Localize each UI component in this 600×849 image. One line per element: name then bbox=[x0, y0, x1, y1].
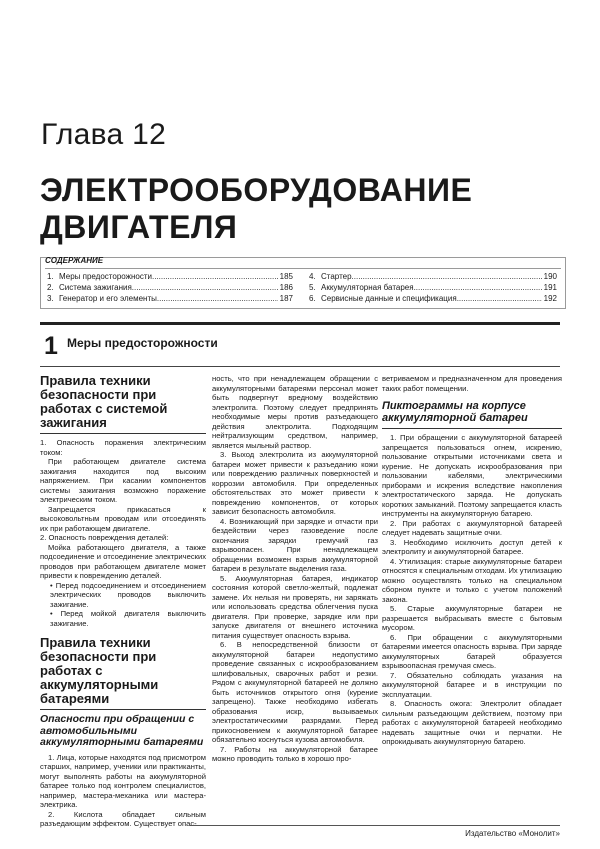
toc-entry[interactable] bbox=[309, 271, 557, 282]
footer-rule bbox=[190, 825, 560, 826]
paragraph: 1. При обращении с аккумуляторной батареей запрещается пользоваться огнем, искрению, пользование открытыми источниками света и курение. Не допускать искрообразования при пользовании кабелями, электрическими приборами и искрения вследствие накопления электростатического заряда. Не допускать коротких замыканий. Поэтому запрещается класть инструменты на аккумуляторную батарею. bbox=[382, 433, 562, 518]
toc-page: 191 bbox=[543, 283, 557, 292]
paragraph: 1. Лица, которые находятся под присмотром старших, например, ученики или практиканты, могут выполнять работы на аккумуляторной батарее только под контролем специалистов, например, мастера-механика или мастера-электрика. bbox=[40, 752, 206, 809]
table-of-contents bbox=[40, 257, 566, 309]
heading-battery-safety: Правила техники безопасности при работах с аккумуляторными батареями bbox=[40, 635, 159, 706]
toc-left-column bbox=[47, 271, 293, 304]
section-title: Меры предосторожности bbox=[67, 336, 218, 350]
text-column-3 bbox=[382, 374, 562, 747]
heading-rule bbox=[40, 433, 206, 434]
section-top-rule bbox=[40, 322, 560, 325]
paragraph: ность, что при ненадлежащем обращении с аккумуляторными батареями персонал может быть подвергнут вредному воздействию электролита. Поэтому следует предпринять необходимые меры против разъедающего действия электролита. Подходящим нейтрализующим средством, например, является мыльный раствор. bbox=[212, 374, 378, 450]
toc-page: 192 bbox=[543, 294, 557, 303]
paragraph: 2. Кислота обладает сильным разъедающим эффектом. Существует опас- bbox=[40, 809, 206, 828]
toc-num: 4. bbox=[309, 272, 316, 281]
title-line-2: ДВИГАТЕЛЯ bbox=[40, 209, 238, 245]
paragraph: 6. При обращении с аккумуляторными батареями имеется опасность взрыва. При заряде аккумуляторных батарей образуется взрывоопасная гремучая смесь. bbox=[382, 632, 562, 670]
paragraph: 8. Опасность ожога: Электролит обладает сильным разъедающим действием, поэтому при работах с аккумуляторной батареей необходимо надевать защитные очки и перчатки. Не опрокидывать аккумуляторную батарею. bbox=[382, 699, 562, 746]
toc-entry[interactable] bbox=[47, 293, 293, 304]
paragraph: При работающем двигателе система зажигания находится под высоким напряжением. При касании компонентов системы зажигания возможно поражение электрическим током. bbox=[40, 457, 206, 504]
bullet-item: • Перед подсоединением и отсоединением электрических проводов выключить зажигание. bbox=[50, 580, 206, 609]
paragraph: ветриваемом и предназначенном для проведения таких работ помещении. bbox=[382, 374, 562, 393]
paragraph: 2. Опасность повреждения деталей: bbox=[40, 533, 169, 542]
paragraph: 3. Необходимо исключить доступ детей к электролиту и аккумуляторной батарее. bbox=[382, 537, 562, 556]
toc-num: 2. bbox=[47, 283, 54, 292]
toc-num: 5. bbox=[309, 283, 316, 292]
text-column-1 bbox=[40, 374, 206, 829]
toc-entry[interactable] bbox=[47, 282, 293, 293]
toc-entry[interactable] bbox=[47, 271, 293, 282]
toc-divider bbox=[45, 268, 561, 269]
toc-title: Сервисные данные и спецификация ..... bbox=[321, 293, 542, 304]
heading-ignition-safety: Правила техники безопасности при работах с системой зажигания bbox=[40, 373, 168, 430]
paragraph: Запрещается прикасаться к высоковольтным проводам или отсоединять их при работающем двигателе. bbox=[40, 504, 206, 533]
heading-rule bbox=[40, 709, 206, 710]
paragraph: 4. Возникающий при зарядке и отчасти при бездействии через газоведение после окончания зарядки гремучий газ взрывоопасен. При ненадлежащем обращении возможен взрыв аккумуляторной батареи в результате выделения газа. bbox=[212, 516, 378, 573]
toc-right-column bbox=[309, 271, 557, 304]
paragraph: 4. Утилизация: старые аккумуляторные батареи относятся к специальным отходам. Их утилизацию можно осуществлять только на специальном сборном пункте и только с учетом положений закона. bbox=[382, 556, 562, 604]
paragraph: 2. При работах с аккумуляторной батареей следует надевать защитные очки. bbox=[382, 518, 562, 537]
paragraph: 1. Опасность поражения электрическим током: bbox=[40, 438, 206, 457]
toc-heading: СОДЕРЖАНИЕ bbox=[45, 256, 104, 265]
bullet-item: • Перед мойкой двигателя выключить зажигание. bbox=[50, 609, 206, 628]
toc-entry[interactable] bbox=[309, 282, 557, 293]
section-bottom-rule bbox=[40, 366, 560, 367]
page-title bbox=[40, 172, 472, 246]
section-number: 1 bbox=[44, 332, 58, 360]
publisher-footer: Издательство «Монолит» bbox=[465, 829, 560, 838]
heading-rule bbox=[382, 428, 562, 429]
text-column-2 bbox=[212, 374, 378, 764]
paragraph: 7. Обязательно соблюдать указания на аккумуляторной батарее и в инструкции по эксплуатации. bbox=[382, 670, 562, 699]
title-line-1: ЭЛЕКТРООБОРУДОВАНИЕ bbox=[40, 172, 473, 208]
paragraph: Мойка работающего двигателя, а также подсоединение и отсоединение электрических проводов при работающем двигателе может привести к повреждению деталей. bbox=[40, 542, 206, 580]
toc-title: Меры предосторожности ..... bbox=[59, 271, 278, 282]
toc-page: 185 bbox=[279, 272, 293, 281]
toc-num: 3. bbox=[47, 294, 54, 303]
toc-page: 190 bbox=[543, 272, 557, 281]
toc-title: Аккумуляторная батарея ..... bbox=[321, 282, 542, 293]
paragraph: 7. Работы на аккумуляторной батарее можно проводить только в хорошо про- bbox=[212, 744, 378, 763]
paragraph: 5. Аккумуляторная батарея, индикатор состояния которой светло-желтый, подлежат замене. Их нельзя ни проверять, ни заряжать или использовать средства облегчения пуска двигателя. При проверке, зарядке или при запуске двигателя от внешнего источника питания существует опасность взрыва. bbox=[212, 573, 378, 640]
paragraph: 5. Старые аккумуляторные батареи не разрешается выбрасывать вместе с бытовым мусором. bbox=[382, 604, 562, 632]
toc-num: 6. bbox=[309, 294, 316, 303]
toc-page: 186 bbox=[279, 283, 293, 292]
toc-title: Система зажигания ..... bbox=[59, 282, 278, 293]
subheading-battery-hazards: Опасности при обращении с автомобильными аккумуляторными батареями bbox=[40, 713, 204, 748]
toc-num: 1. bbox=[47, 272, 54, 281]
chapter-label: Глава 12 bbox=[41, 118, 167, 151]
toc-entry[interactable] bbox=[309, 293, 557, 304]
paragraph: 3. Выход электролита из аккумуляторной батареи может привести к разъеданию кожи или повреждению различных поверхностей и коррозии автомобиля. При определенных обстоятельствах это может привести к повреждению компонентов, от которых зависит безопасность автомобиля. bbox=[212, 450, 378, 516]
toc-title: Стартер ..... bbox=[321, 271, 542, 282]
heading-battery-pictograms: Пиктограммы на корпусе аккумуляторной батареи bbox=[382, 400, 528, 424]
toc-title: Генератор и его элементы ..... bbox=[59, 293, 278, 304]
toc-page: 187 bbox=[279, 294, 293, 303]
paragraph: 6. В непосредственной близости от аккумуляторной батареи недопустимо проведение связанных с искрообразованием шлифовальных, сварочных работ и резки. Рядом с аккумуляторной батареей не должно быть источников открытого огня (курение запрещено). Также необходимо избегать образования искр, вызываемых электростатическими разрядами. Перед прикосновением к аккумуляторной батарее обязательно коснуться кузова автомобиля. bbox=[212, 640, 378, 744]
